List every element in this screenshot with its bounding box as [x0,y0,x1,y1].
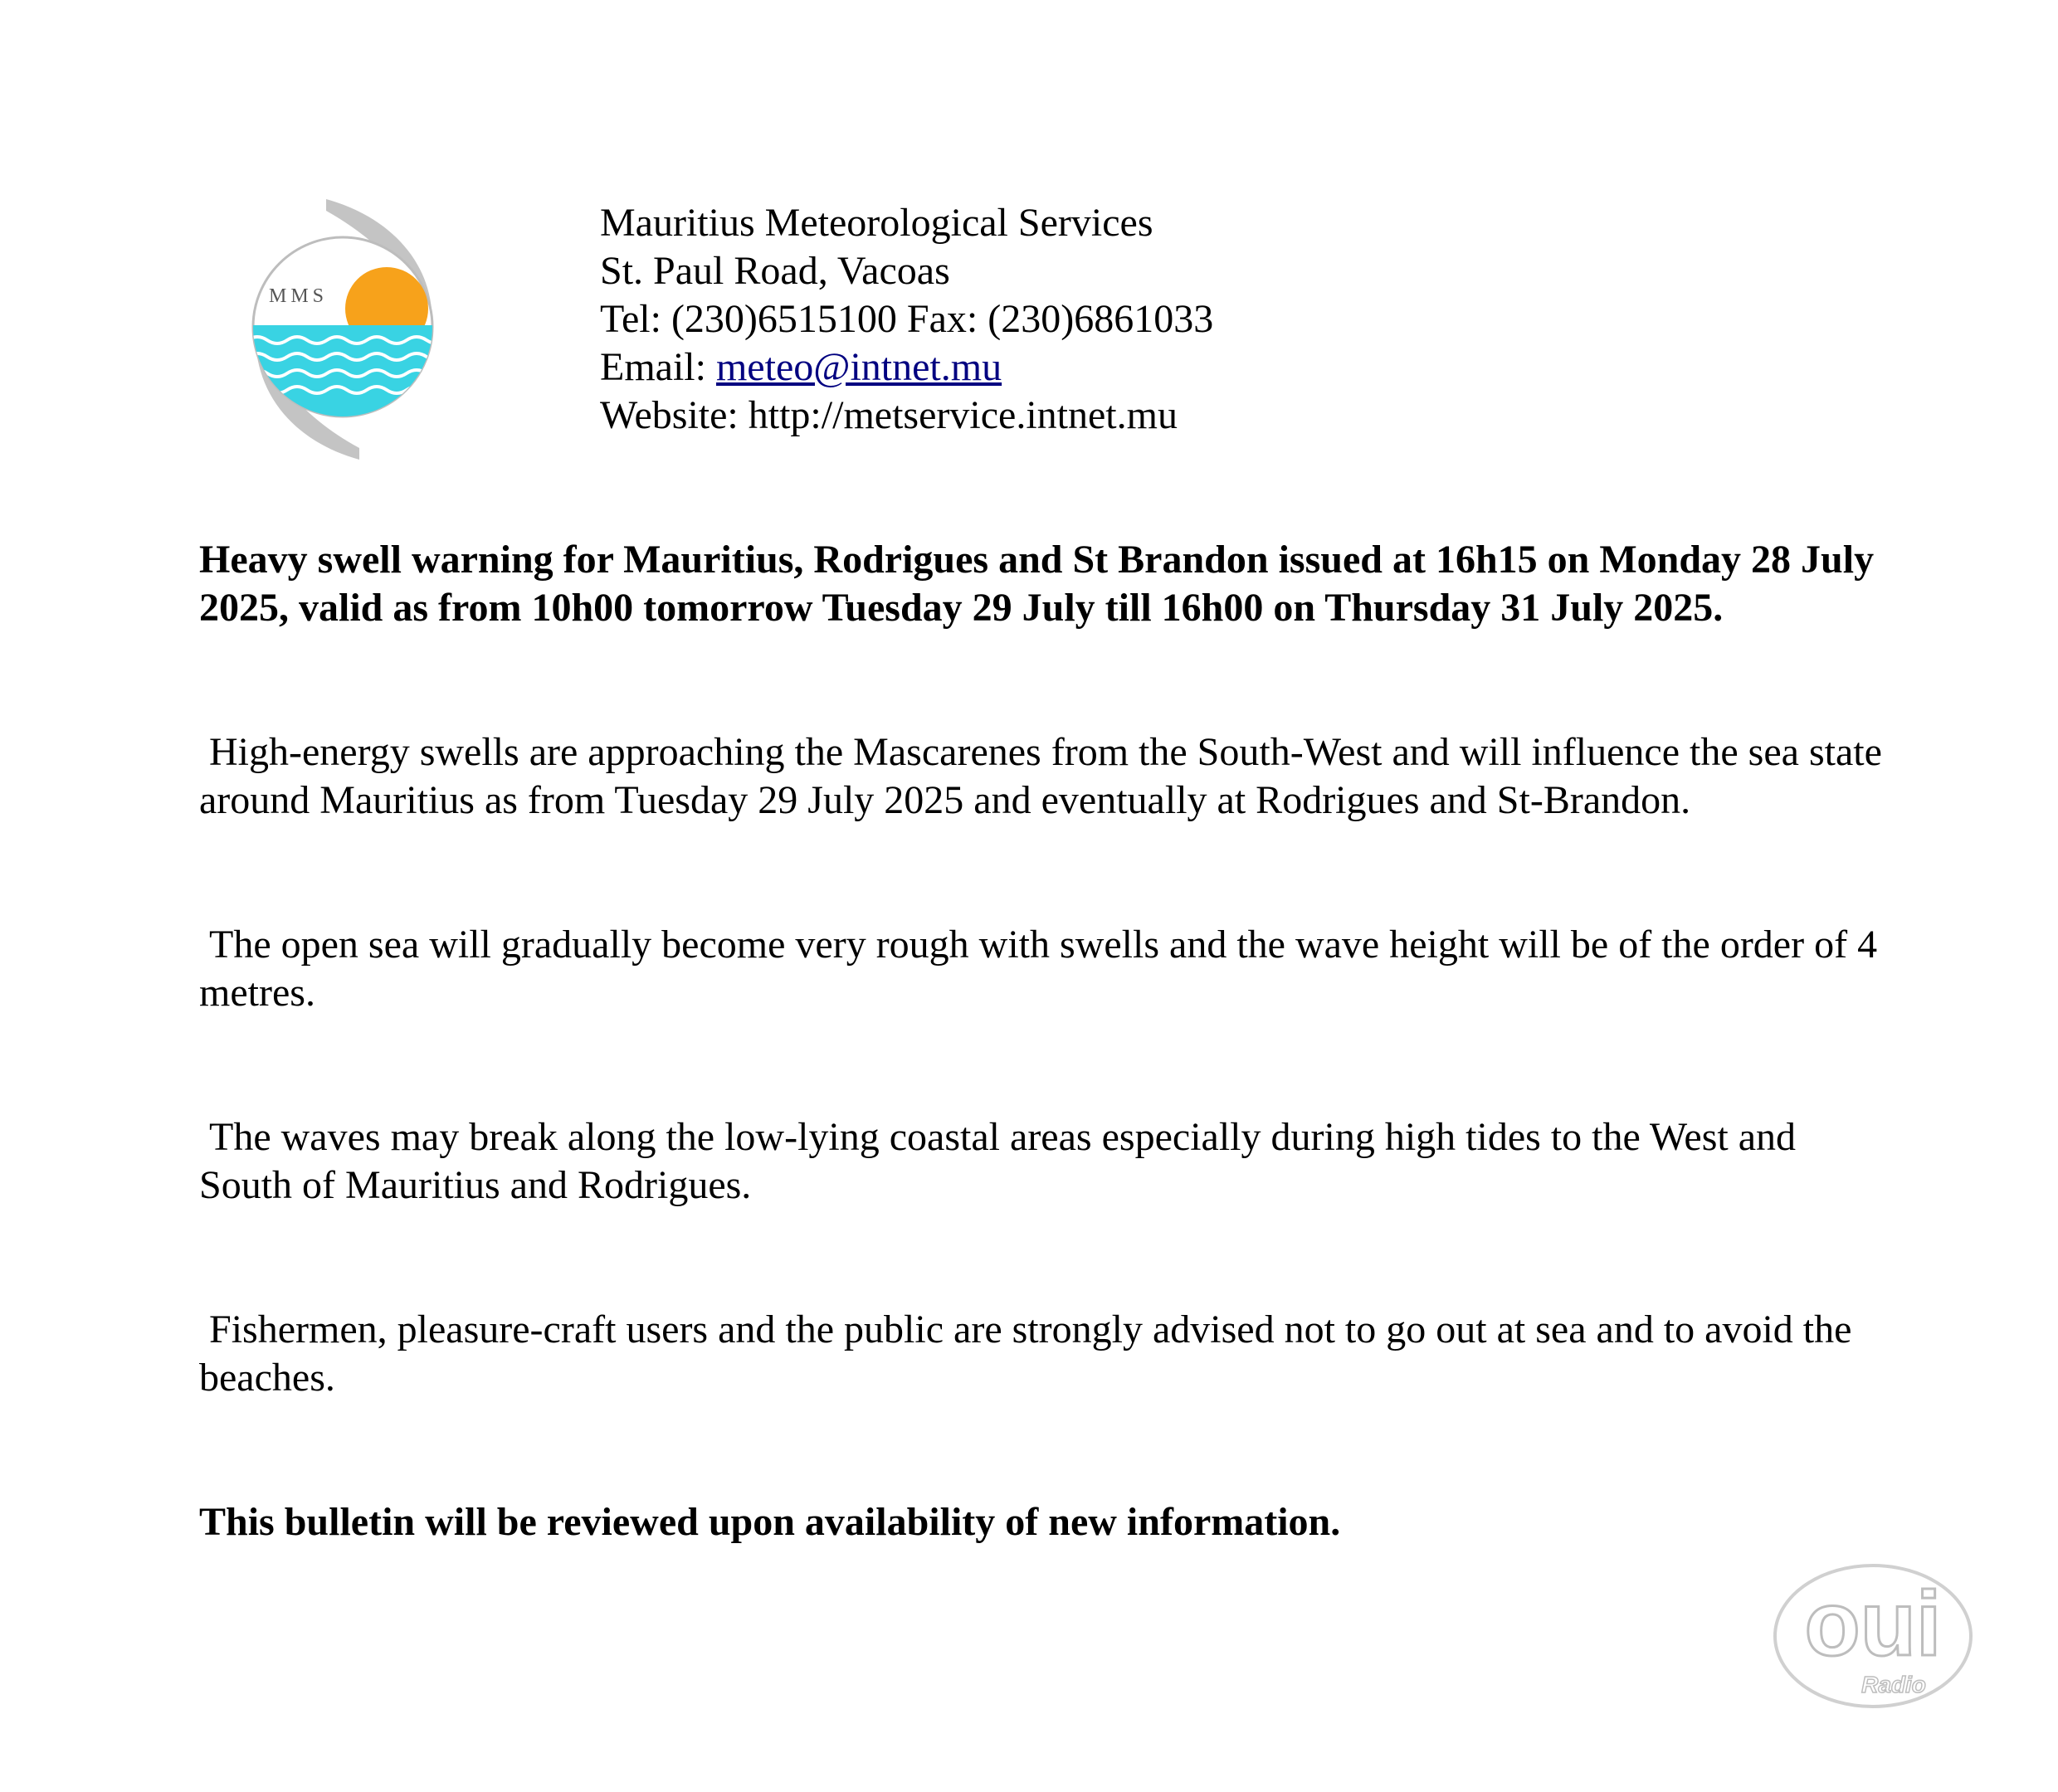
oui-radio-watermark [1769,1560,1977,1713]
mms-logo [247,192,446,466]
email-link[interactable]: meteo@intnet.mu [715,345,1002,389]
logo-text: MMS [269,285,329,307]
header-contact [600,199,1213,440]
email-label: Email: [600,345,716,389]
paragraph-waves: The waves may break along the low-lying coastal areas especially during high tides to the West and South of Mauritius and Rodrigues. [199,1115,1807,1207]
email-line [600,343,1213,392]
tel-fax-line: Tel: (230)6515100 Fax: (230)6861033 [600,297,1214,341]
warning-title: Heavy swell warning for Mauritius, Rodrigues and St Brandon issued at 16h15 on Monday 28 July 2025, valid as from 10h00 tomorrow Tuesday 29 July till 16h00 on Thursday 31 July 2025. [199,538,1875,630]
paragraph-open-sea: The open sea will gradually become very rough with swells and the wave height will be of the order of 4 metres. [199,923,1888,1015]
bulletin-body [199,536,1892,1546]
watermark-text: oui [1804,1573,1942,1675]
website-line: Website: http://metservice.intnet.mu [600,393,1178,437]
address-line: St. Paul Road, Vacoas [600,249,950,293]
watermark-subtext: Radio [1861,1672,1926,1697]
organization-name: Mauritius Meteorological Services [600,201,1153,245]
paragraph-advice: Fishermen, pleasure-craft users and the public are strongly advised not to go out at sea and to avoid the beaches. [199,1307,1862,1400]
closing-statement: This bulletin will be reviewed upon availability of new information. [199,1500,1341,1544]
paragraph-swells: High-energy swells are approaching the Mascarenes from the South-West and will influence the sea state around Mauritius as from Tuesday 29 July 2025 and eventually at Rodrigues and St-Brandon. [199,730,1892,822]
